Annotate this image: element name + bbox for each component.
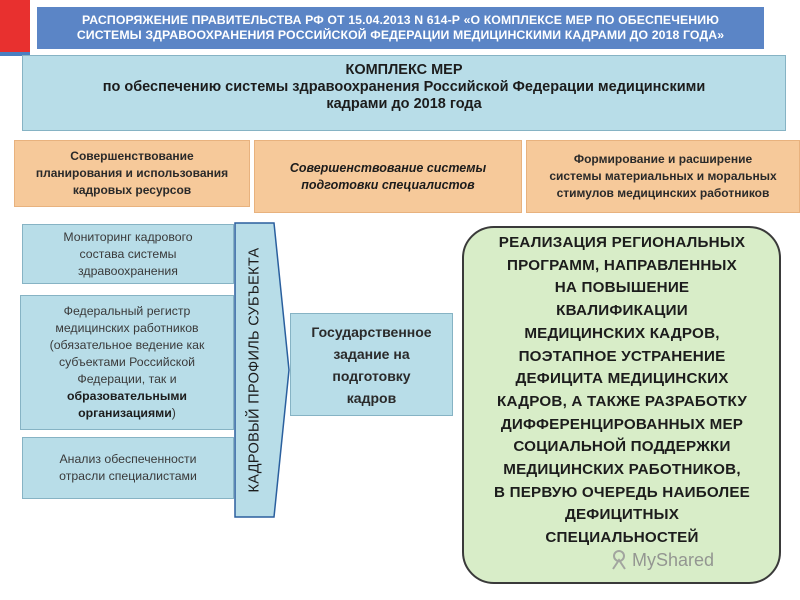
regional-programs-line: МЕДИЦИНСКИХ КАДРОВ, <box>524 324 720 342</box>
direction-planning-box <box>14 140 250 207</box>
direction-planning-line-2: планирования и использования <box>35 166 229 180</box>
register-line-1: Федеральный регистр <box>63 304 191 318</box>
regional-programs-line: ПРОГРАММ, НАПРАВЛЕННЫХ <box>507 256 737 274</box>
complex-heading: КОМПЛЕКС МЕР <box>345 62 463 78</box>
title-banner <box>37 7 764 49</box>
direction-incentives-line-3: стимулов медицинских работников <box>556 186 770 200</box>
title-line-2: СИСТЕМЫ ЗДРАВООХРАНЕНИЯ РОССИЙСКОЙ ФЕДЕРАЦИИ МЕДИЦИНСКИМИ КАДРАМИ ДО 2018 ГОДА» <box>76 28 725 42</box>
regional-programs-line: ДИФФЕРЕНЦИРОВАННЫХ МЕР <box>500 415 744 433</box>
register-line-7-bold: организациями <box>78 406 172 420</box>
regional-programs-line: КАДРОВ, А ТАКЖЕ РАЗРАБОТКУ <box>497 392 747 410</box>
monitoring-box <box>22 224 234 284</box>
register-line-5: Федерации, так и <box>77 372 177 386</box>
direction-incentives-line-2: системы материальных и моральных <box>549 169 777 183</box>
complex-of-measures-block <box>22 55 786 131</box>
monitoring-line-3: здравоохранения <box>78 263 178 278</box>
direction-incentives-line-1: Формирование и расширение <box>573 152 753 166</box>
monitoring-line-1: Мониторинг кадрового <box>63 229 193 244</box>
regional-programs-line: ПОЭТАПНОЕ УСТРАНЕНИЕ <box>518 347 726 365</box>
register-line-4: субъектами Российской <box>58 355 196 369</box>
register-line-2: медицинских работников <box>55 321 199 335</box>
state-task-line-2: задание на <box>333 345 410 362</box>
direction-planning-line-1: Совершенствование <box>70 149 194 163</box>
register-line-3: (обязательное ведение как <box>49 338 205 352</box>
regional-programs-line: РЕАЛИЗАЦИЯ РЕГИОНАЛЬНЫХ <box>498 234 746 251</box>
regional-programs-line: ДЕФИЦИТА МЕДИЦИНСКИХ <box>515 370 729 388</box>
state-task-line-1: Государственное <box>311 323 432 340</box>
register-line-7 <box>50 405 205 422</box>
state-task-line-4: кадров <box>346 389 397 406</box>
monitoring-line-2: состава системы <box>79 246 177 261</box>
state-task-line-3: подготовку <box>332 367 411 384</box>
staffing-analysis-box <box>22 437 234 499</box>
watermark-text: MyShared <box>632 549 715 570</box>
register-line-7-suffix: ) <box>171 406 176 420</box>
regional-programs-line: СПЕЦИАЛЬНОСТЕЙ <box>545 529 699 547</box>
regional-programs-line: МЕДИЦИНСКИХ РАБОТНИКОВ, <box>503 461 741 479</box>
state-training-task-box <box>290 313 453 416</box>
complex-subtitle-line-2: кадрами до 2018 года <box>326 96 482 112</box>
myshared-watermark <box>610 547 770 573</box>
regional-programs-line: НА ПОВЫШЕНИЕ <box>554 279 690 297</box>
register-line-6: образовательными <box>67 389 187 403</box>
complex-subtitle-line-1: по обеспечению системы здравоохранения Российской Федерации медицинскими <box>102 79 706 95</box>
regional-programs-line: В ПЕРВУЮ ОЧЕРЕДЬ НАИБОЛЕЕ <box>493 483 751 501</box>
personnel-profile-label: КАДРОВЫЙ ПРОФИЛЬ СУБЪЕКТА <box>246 247 263 493</box>
direction-training-line-2: подготовки специалистов <box>301 177 475 192</box>
direction-planning-line-3: кадровых ресурсов <box>72 183 192 197</box>
title-line-1: РАСПОРЯЖЕНИЕ ПРАВИТЕЛЬСТВА РФ ОТ 15.04.2013 N 614-Р «О КОМПЛЕКСЕ МЕР ПО ОБЕСПЕЧЕНИЮ <box>82 13 719 27</box>
personnel-profile-label-wrap <box>234 222 274 518</box>
myshared-logo-icon <box>610 549 628 571</box>
direction-training-line-1: Совершенствование системы <box>289 160 487 175</box>
federal-register-box <box>20 295 234 430</box>
red-accent-bar <box>0 0 30 52</box>
regional-programs-text <box>472 232 772 550</box>
direction-incentives-box <box>526 140 800 213</box>
direction-training-box <box>254 140 522 213</box>
regional-programs-line: ДЕФИЦИТНЫХ <box>564 506 680 524</box>
regional-programs-line: СОЦИАЛЬНОЙ ПОДДЕРЖКИ <box>513 438 731 456</box>
regional-programs-line: КВАЛИФИКАЦИИ <box>556 302 688 320</box>
analysis-line-2: отрасли специалистами <box>59 469 197 483</box>
analysis-line-1: Анализ обеспеченности <box>59 452 197 466</box>
